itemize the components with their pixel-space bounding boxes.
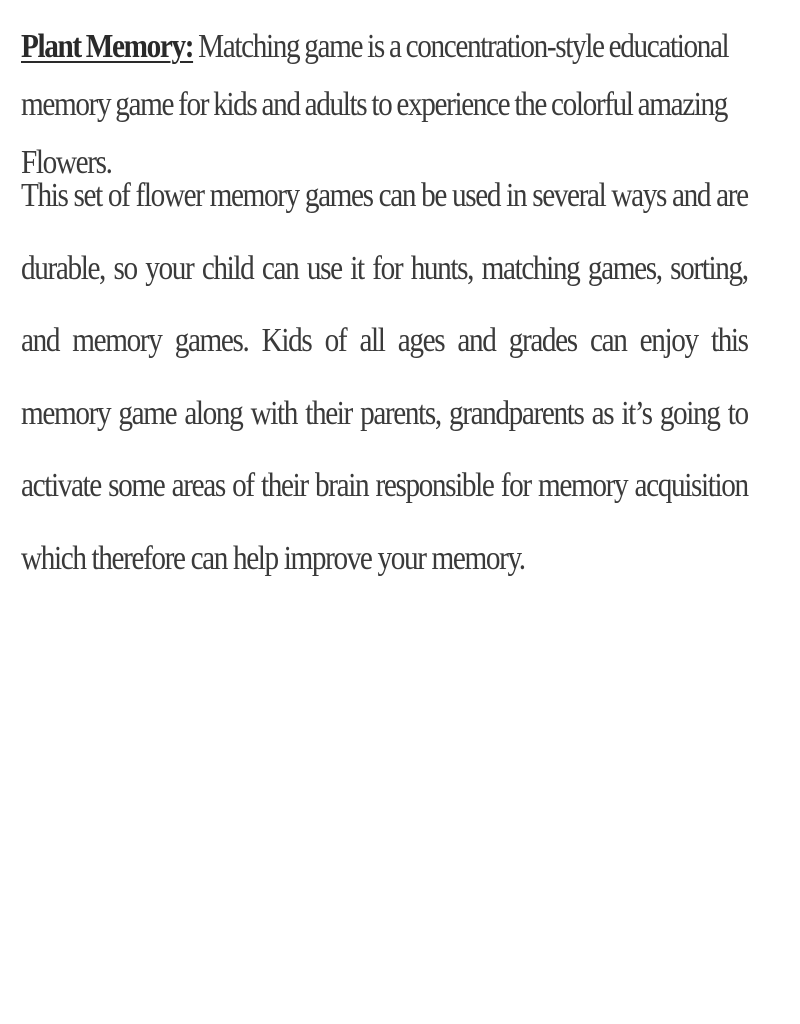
body-paragraph: This set of flower memory games can be used in several ways and are durable, so your child can use it for hunts, matching games, sorting, and memory games. Kids of all ages and grades can enjoy this memory game along with their parents, grandparents as it’s going to activate some areas of their brain responsible for memory acquisition which therefore can help improve your memory.: [21, 177, 748, 577]
intro-heading: Plant Memory:: [21, 28, 194, 65]
intro-text: Matching game is a concentration-style educational memory game for kids and adults to experience the colorful amazing Flowers.: [21, 28, 729, 181]
